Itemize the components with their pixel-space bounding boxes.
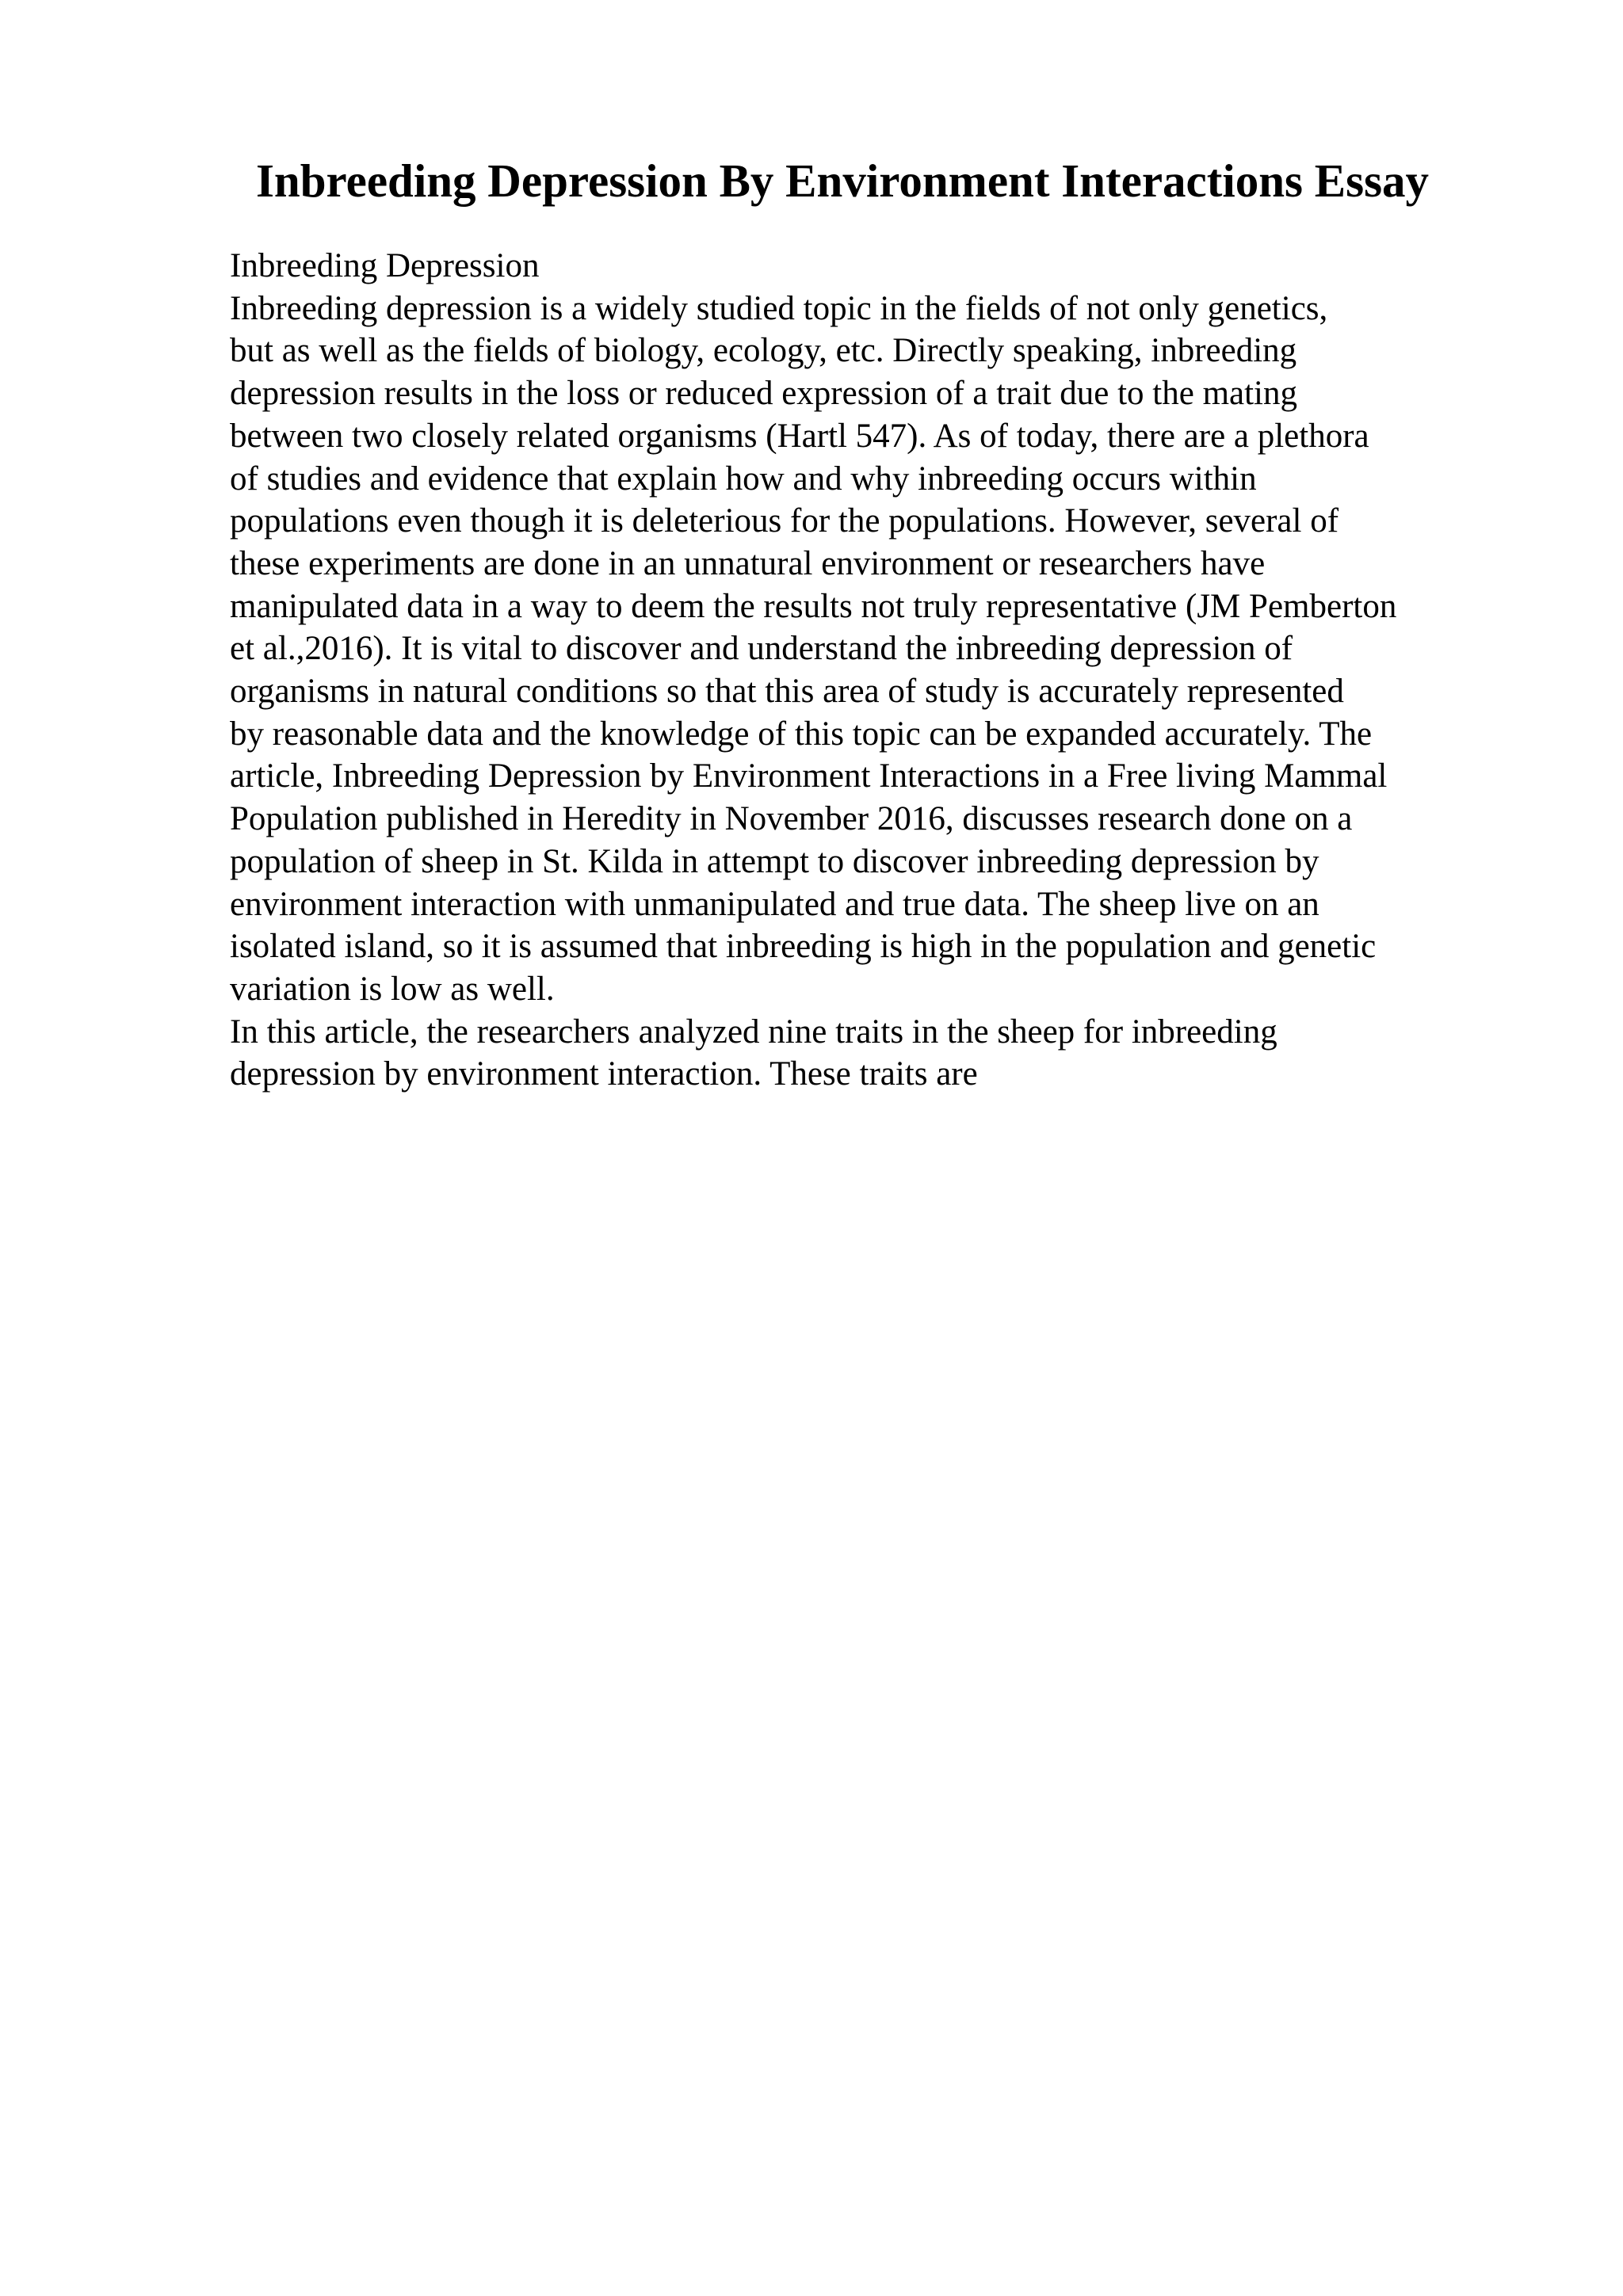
body-line: isolated island, so it is assumed that inbreeding is high in the population and genetic bbox=[230, 928, 1377, 966]
body-line: In this article, the researchers analyzed nine traits in the sheep for inbreeding bbox=[230, 1013, 1277, 1051]
document-body bbox=[230, 245, 1514, 1096]
body-line: but as well as the fields of biology, ecology, etc. Directly speaking, inbreeding bbox=[230, 332, 1297, 370]
body-line: et al.,2016). It is vital to discover and understand the inbreeding depression of bbox=[230, 630, 1293, 668]
body-line: organisms in natural conditions so that this area of study is accurately represented bbox=[230, 673, 1344, 711]
body-line: population of sheep in St. Kilda in attempt to discover inbreeding depression by bbox=[230, 842, 1319, 880]
body-line: variation is low as well. bbox=[230, 970, 555, 1008]
document-title: Inbreeding Depression By Environment Interactions Essay bbox=[255, 154, 1430, 207]
body-line: Inbreeding depression is a widely studied topic in the fields of not only genetics, bbox=[230, 289, 1328, 327]
section-heading: Inbreeding Depression bbox=[230, 247, 540, 284]
body-line: between two closely related organisms (Hartl 547). As of today, there are a plethora bbox=[230, 417, 1369, 455]
body-line: environment interaction with unmanipulated and true data. The sheep live on an bbox=[230, 885, 1319, 923]
body-line: Population published in Heredity in November 2016, discusses research done on a bbox=[230, 800, 1353, 838]
body-line: depression by environment interaction. These traits are bbox=[230, 1055, 978, 1093]
body-line: manipulated data in a way to deem the results not truly representative (JM Pemberton bbox=[230, 587, 1397, 625]
body-line: populations even though it is deleterious for the populations. However, several of bbox=[230, 502, 1339, 540]
body-line: by reasonable data and the knowledge of this topic can be expanded accurately. The bbox=[230, 715, 1373, 753]
body-line: these experiments are done in an unnatural environment or researchers have bbox=[230, 544, 1266, 582]
body-line: depression results in the loss or reduced expression of a trait due to the mating bbox=[230, 375, 1298, 413]
body-line: article, Inbreeding Depression by Environment Interactions in a Free living Mammal bbox=[230, 757, 1388, 795]
body-line: of studies and evidence that explain how and why inbreeding occurs within bbox=[230, 460, 1257, 498]
